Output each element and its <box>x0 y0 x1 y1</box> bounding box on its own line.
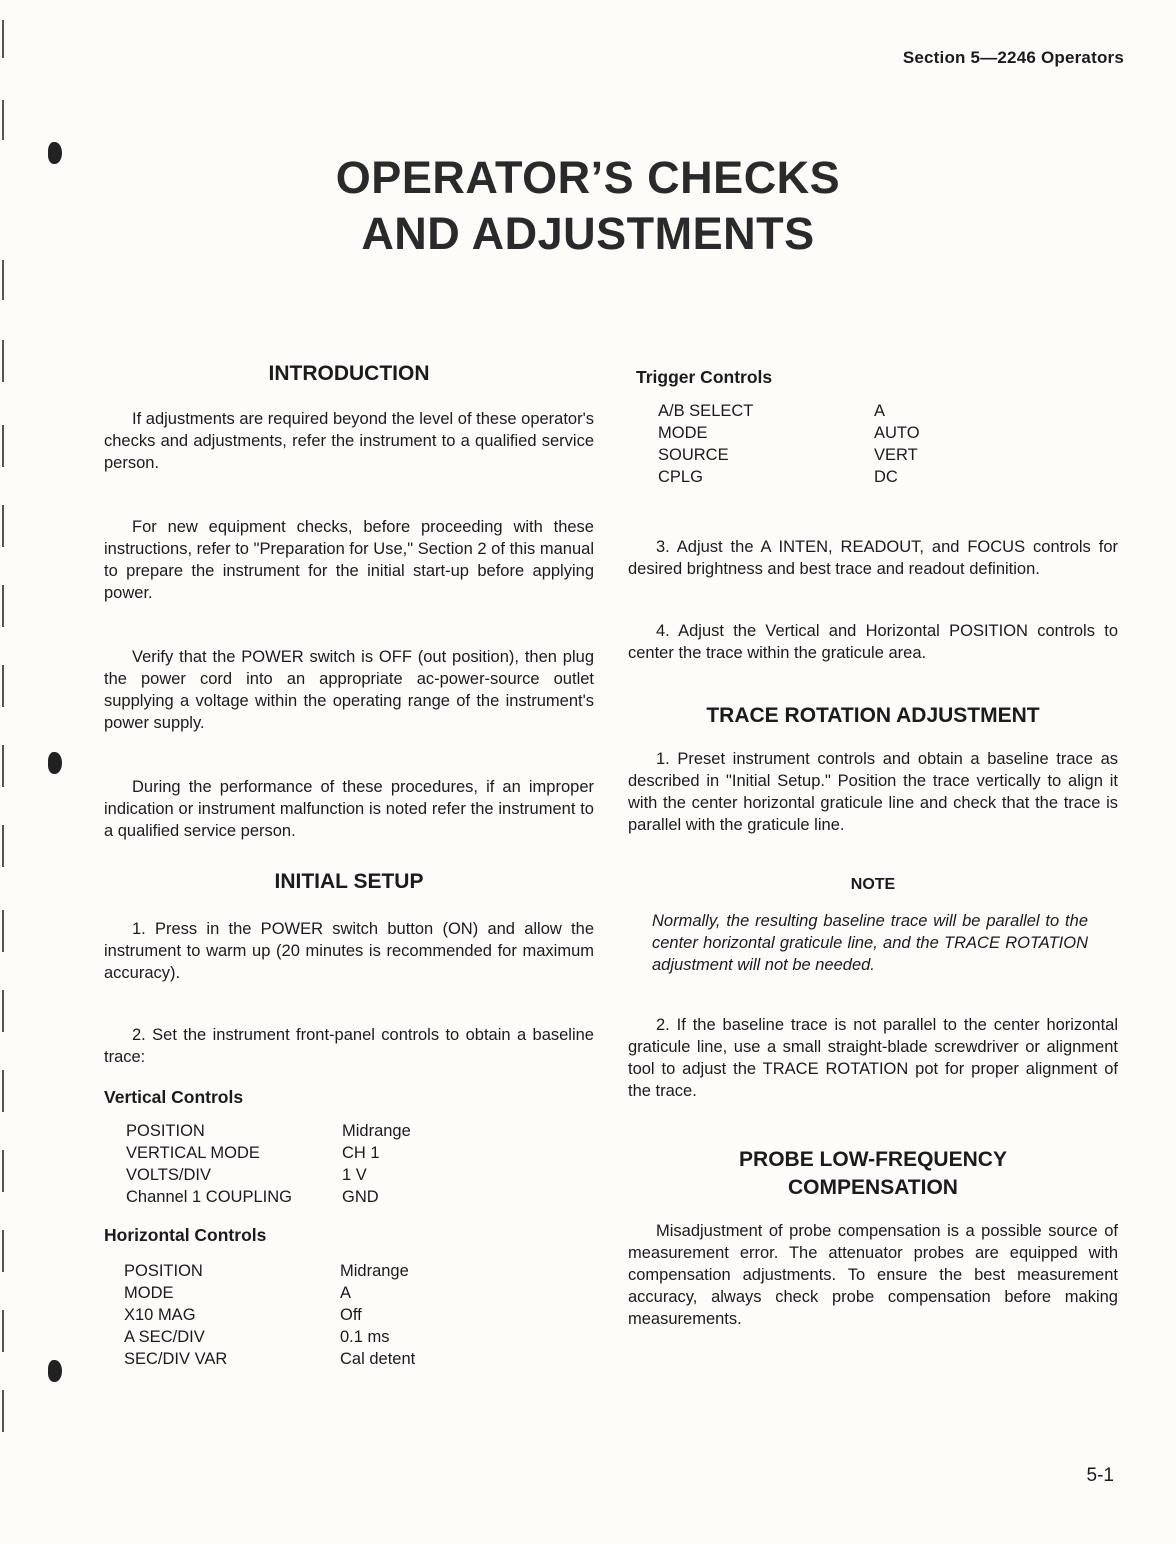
trace-rotation-heading: TRACE ROTATION ADJUSTMENT <box>706 704 1040 727</box>
control-value: Midrange <box>342 1122 411 1140</box>
control-name: MODE <box>124 1284 174 1302</box>
table-row <box>126 1120 411 1142</box>
intro-paragraph: During the performance of these procedures, if an improper indication or instrument malfunction is noted refer the instrument to a qualified service person. <box>104 778 594 840</box>
setup-step-3: 3. Adjust the A INTEN, READOUT, and FOCUS controls for desired brightness and best trace and readout definition. <box>628 538 1118 578</box>
horizontal-controls-table <box>124 1260 415 1370</box>
probe-heading-line2: COMPENSATION <box>788 1176 958 1199</box>
table-row <box>126 1142 411 1164</box>
control-name: A SEC/DIV <box>124 1328 205 1346</box>
binding-mark <box>2 825 12 867</box>
binding-mark <box>2 1310 12 1352</box>
setup-step-4: 4. Adjust the Vertical and Horizontal POSITION controls to center the trace within the graticule area. <box>628 622 1118 662</box>
control-value: Cal detent <box>340 1350 416 1368</box>
binding-mark <box>2 20 12 58</box>
introduction-heading: INTRODUCTION <box>268 362 430 385</box>
punch-hole-mark <box>48 752 62 774</box>
control-name: Channel 1 COUPLING <box>126 1188 292 1206</box>
control-name: CPLG <box>658 468 703 486</box>
control-name: POSITION <box>126 1122 205 1140</box>
control-name: SOURCE <box>658 446 729 464</box>
page-number: 5-1 <box>1086 1465 1114 1486</box>
table-row <box>124 1326 415 1348</box>
control-value: AUTO <box>874 424 920 442</box>
horizontal-controls-heading: Horizontal Controls <box>104 1225 267 1245</box>
trigger-controls-heading: Trigger Controls <box>636 367 773 387</box>
note-body: Normally, the resulting baseline trace will be parallel to the center horizontal graticule line, and the TRACE ROTATION adjustment will not be needed. <box>652 912 1088 974</box>
table-row <box>658 422 920 444</box>
control-name: VERTICAL MODE <box>126 1144 260 1162</box>
table-row <box>126 1186 411 1208</box>
probe-compensation-paragraph: Misadjustment of probe compensation is a possible source of measurement error. The attenuator probes are equipped with compensation adjustments. To ensure the best measurement accuracy, always check probe compensation before making measurements. <box>628 1222 1118 1328</box>
control-value: A <box>874 402 886 420</box>
punch-hole-mark <box>48 1360 62 1382</box>
binding-mark <box>2 1230 12 1272</box>
control-value: 0.1 ms <box>340 1328 390 1346</box>
control-value: DC <box>874 468 898 486</box>
binding-mark <box>2 1390 12 1432</box>
setup-step-1: 1. Press in the POWER switch button (ON) and allow the instrument to warm up (20 minutes is recommended for maximum accuracy). <box>104 920 594 982</box>
binding-mark <box>2 100 12 140</box>
page-title <box>0 150 1176 262</box>
control-name: MODE <box>658 424 708 442</box>
page-title-line2: AND ADJUSTMENTS <box>361 208 815 259</box>
table-row <box>126 1164 411 1186</box>
trace-rotation-step-1: 1. Preset instrument controls and obtain a baseline trace as described in "Initial Setup." Position the trace vertically to align it with the center horizontal graticule line and check that the trace is parallel with the graticule line. <box>628 750 1118 834</box>
binding-mark <box>2 910 12 952</box>
binding-mark <box>2 260 12 300</box>
trace-rotation-step-2: 2. If the baseline trace is not parallel to the center horizontal graticule line, use a small straight-blade screwdriver or alignment tool to adjust the TRACE ROTATION pot for proper alignment of the trace. <box>628 1016 1118 1100</box>
table-row <box>658 400 920 422</box>
probe-heading-line1: PROBE LOW-FREQUENCY <box>739 1148 1007 1171</box>
setup-step-2: 2. Set the instrument front-panel controls to obtain a baseline trace: <box>104 1026 594 1066</box>
note-title: NOTE <box>850 876 896 893</box>
control-value: 1 V <box>342 1166 367 1184</box>
binding-mark <box>2 1150 12 1192</box>
initial-setup-heading: INITIAL SETUP <box>274 870 424 893</box>
control-value: A <box>340 1284 352 1302</box>
binding-mark <box>2 990 12 1032</box>
table-row <box>658 466 920 488</box>
binding-mark <box>2 505 12 547</box>
control-value: VERT <box>874 446 918 464</box>
binding-mark <box>2 1070 12 1112</box>
binding-mark <box>2 425 12 467</box>
control-value: GND <box>342 1188 379 1206</box>
control-name: X10 MAG <box>124 1306 196 1324</box>
left-column <box>104 360 594 1370</box>
table-row <box>658 444 920 466</box>
intro-paragraph: If adjustments are required beyond the level of these operator's checks and adjustments, refer the instrument to a qualified service person. <box>104 410 594 472</box>
vertical-controls-heading: Vertical Controls <box>104 1087 244 1107</box>
control-name: VOLTS/DIV <box>126 1166 211 1184</box>
control-value: Off <box>340 1306 362 1324</box>
probe-compensation-heading <box>628 1146 1118 1202</box>
control-value: Midrange <box>340 1262 409 1280</box>
section-header: Section 5—2246 Operators <box>902 48 1124 67</box>
binding-mark <box>2 665 12 707</box>
table-row <box>124 1282 415 1304</box>
intro-paragraph: Verify that the POWER switch is OFF (out position), then plug the power cord into an appropriate ac-power-source outlet supplying a voltage within the operating range of the instrument's power supply. <box>104 648 594 732</box>
right-column <box>628 366 1118 1330</box>
intro-paragraph: For new equipment checks, before proceeding with these instructions, refer to "Preparation for Use," Section 2 of this manual to prepare the instrument for the initial start-up before applying power. <box>104 518 594 602</box>
table-row <box>124 1348 415 1370</box>
page-title-line1: OPERATOR’S CHECKS <box>335 152 841 203</box>
control-name: POSITION <box>124 1262 203 1280</box>
control-name: A/B SELECT <box>658 402 754 420</box>
table-row <box>124 1260 415 1282</box>
binding-mark <box>2 585 12 627</box>
control-name: SEC/DIV VAR <box>124 1350 228 1368</box>
binding-mark <box>2 745 12 787</box>
trigger-controls-table <box>658 400 920 488</box>
table-row <box>124 1304 415 1326</box>
control-value: CH 1 <box>342 1144 380 1162</box>
binding-mark <box>2 340 12 382</box>
vertical-controls-table <box>126 1120 411 1208</box>
